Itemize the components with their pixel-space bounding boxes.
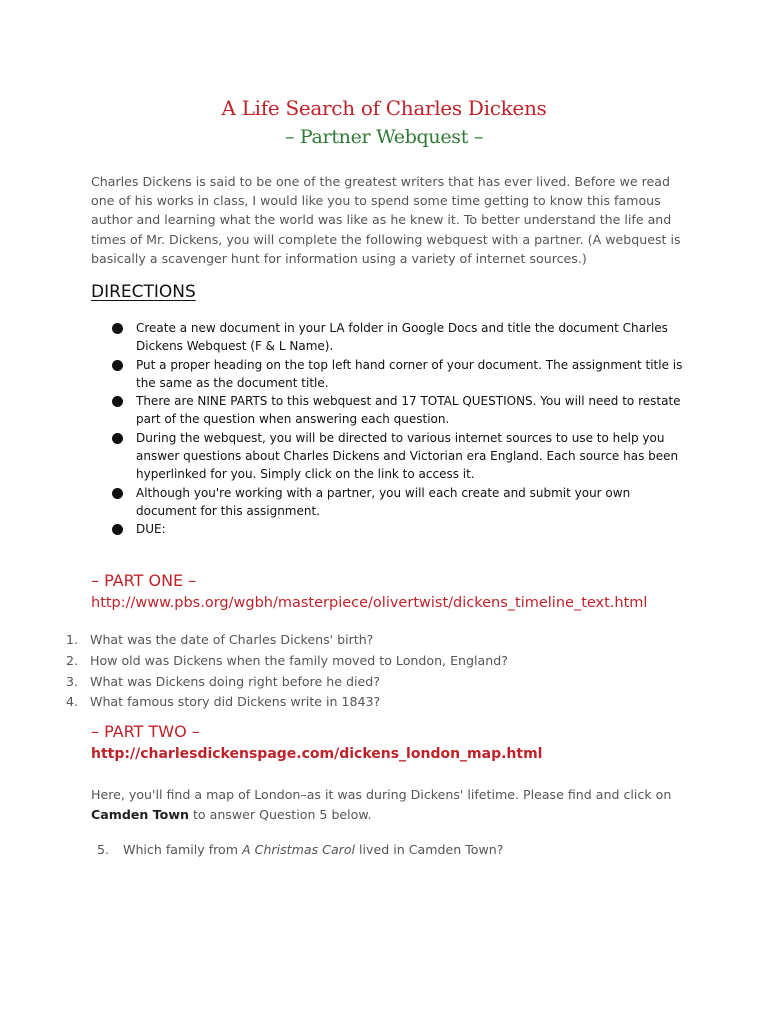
directions-item [112, 520, 692, 538]
question-text: How old was Dickens when the family moved to London, England? [90, 652, 508, 668]
directions-list [112, 319, 692, 539]
directions-heading: DIRECTIONS [91, 282, 196, 302]
directions-item [112, 484, 692, 521]
directions-item [112, 429, 692, 484]
question-number: 1. [66, 632, 79, 647]
question-text-after: lived in Camden Town? [355, 842, 504, 857]
question-text-before: Which family from [123, 842, 243, 857]
question-number: 4. [66, 694, 79, 710]
part-two-text-before: Here, you'll find a map of London–as it was during Dickens' lifetime. Please find and click on [91, 787, 672, 802]
page-subtitle: – Partner Webquest – [284, 126, 484, 148]
question-item [66, 630, 706, 651]
question-item [66, 672, 706, 693]
directions-item [112, 319, 692, 356]
question-number: 5. [97, 842, 110, 857]
book-title: A Christmas Carol [242, 842, 356, 857]
directions-item-text: During the webquest, you will be directed to various internet sources to use to help you answer questions about Charles Dickens and Victorian era England. Each source has been hyperlinked for you. Simply click on the link to access it. [136, 430, 679, 482]
question-five [97, 842, 503, 857]
bullet-icon [112, 360, 123, 371]
question-number: 2. [66, 652, 79, 668]
bullet-icon [112, 488, 123, 499]
directions-item-text: Although you're working with a partner, you will each create and submit your own document for this assignment. [136, 485, 631, 518]
part-two-heading: – PART TWO – [91, 722, 200, 741]
bullet-icon [112, 433, 123, 444]
question-item [66, 651, 706, 672]
bullet-icon [112, 524, 123, 535]
part-two-instructions [91, 785, 687, 825]
page-title: A Life Search of Charles Dickens [221, 96, 547, 120]
part-two-text-after: to answer Question 5 below. [188, 807, 372, 822]
part-one-link[interactable]: http://www.pbs.org/wgbh/masterpiece/olivertwist/dickens_timeline_text.html [91, 595, 648, 611]
question-number: 3. [66, 673, 79, 689]
camden-town-label: Camden Town [91, 807, 189, 822]
directions-item [112, 392, 692, 429]
bullet-icon [112, 323, 123, 334]
question-text: What famous story did Dickens write in 1843? [90, 694, 381, 710]
directions-item-text: There are NINE PARTS to this webquest and 17 TOTAL QUESTIONS. You will need to restate part of the question when answering each question. [136, 394, 681, 427]
intro-paragraph: Charles Dickens is said to be one of the greatest writers that has ever lived. Before we read one of his works in class, I would like you to spend some time getting to know this famous author and learning what the world was like as he knew it. To better understand the life and times of Mr. Dickens, you will complete the following webquest with a partner. (A webquest is basically a scavenger hunt for information using a variety of internet sources.) [91, 174, 681, 266]
part-one-heading: – PART ONE – [91, 571, 197, 590]
directions-item-text: Put a proper heading on the top left hand corner of your document. The assignment title is the same as the document title. [136, 357, 683, 390]
question-text: What was the date of Charles Dickens' birth? [90, 632, 374, 647]
question-item [66, 692, 706, 713]
directions-item-text: Create a new document in your LA folder in Google Docs and title the document Charles Dickens Webquest (F & L Name). [136, 321, 668, 354]
bullet-icon [112, 396, 123, 407]
directions-item [112, 356, 692, 393]
part-one-questions [66, 630, 706, 713]
part-two-link[interactable]: http://charlesdickenspage.com/dickens_london_map.html [91, 746, 543, 762]
directions-item-text: DUE: [136, 522, 166, 537]
question-text: What was Dickens doing right before he died? [90, 673, 380, 689]
